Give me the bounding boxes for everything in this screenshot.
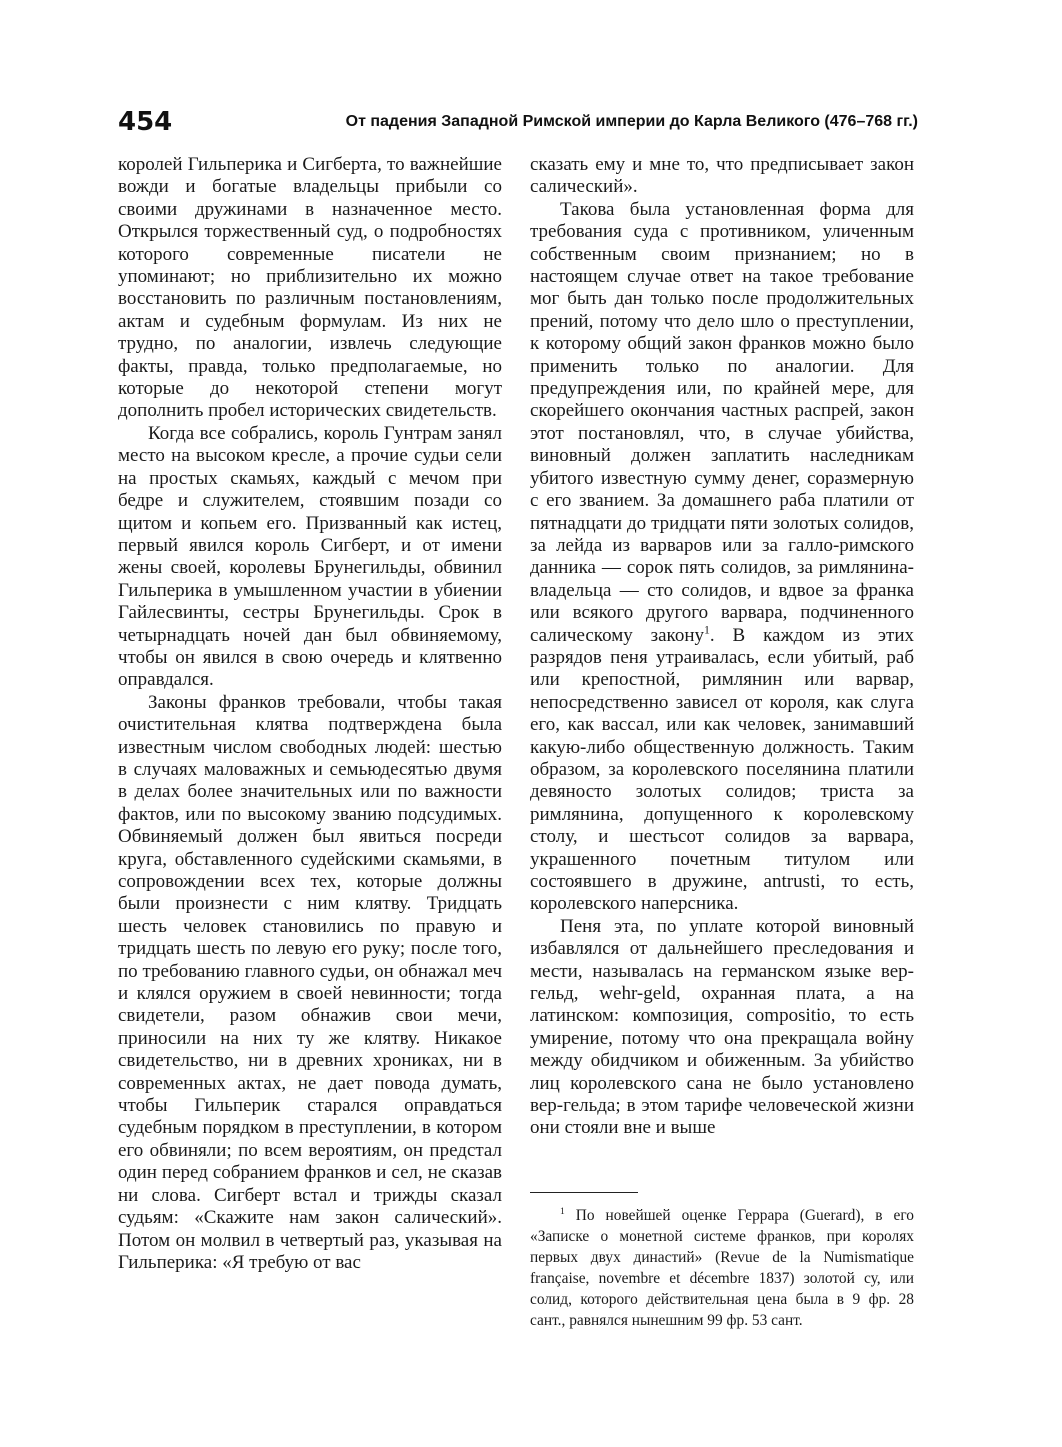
paragraph: королей Гильперика и Сигберта, то важнейшие вожди и богатые владельцы прибыли со своими дружинами в назначенное место. Открылся торжественный суд, о подробностях которого современные писатели не упоминают; но приблизительно их можно восстановить по различным постановлениям, актам и судебным формулам. Из них не трудно, по аналогии, извлечь следующие факты, правда, только предполагаемые, но которые до некоторой степени могут дополнить пробел исторических свидетельств. xyxy=(118,154,502,422)
footnote-reference: 1 xyxy=(704,623,710,637)
right-column xyxy=(530,154,914,1140)
running-title: От падения Западной Римской империи до Карла Великого (476–768 гг.) xyxy=(345,113,918,130)
footnote-marker: 1 xyxy=(560,1205,565,1217)
paragraph-text: Такова была установленная форма для требования суда с противником, уличенным собственным своим признанием; но в настоящем случае ответ на такое требование мог быть дан только после продолжительных прений, потому что дело шло о преступлении, к которому общий закон франков можно было применить только по аналогии. Для предупреждения или, по крайней мере, для скорейшего окончания частных распрей, закон этот постановлял, что, в случае убийства, виновный должен заплатить наследникам убитого известную сумму денег, соразмерную с его званием. За домашнего раба платили от пятнадцати до тридцати пяти золотых солидов, за лейда из варваров или за галло-римского данника — сорок пять солидов, за римлянина-владельца — сто солидов, и вдвое за франка или всякого другого варвара, подчиненного салическому закону xyxy=(530,198,914,646)
footnote-divider xyxy=(530,1192,638,1193)
page-number: 454 xyxy=(118,107,173,137)
paragraph: Пеня эта, по уплате которой виновный избавлялся от дальнейшего преследования и мести, называлась на германском языке вер-гельд, wehr-geld, охранная плата, а на латинском: композиция, compositio, то есть умирение, потому что она прекращала войну между обидчиком и обиженным. За убийство лиц королевского сана не было установлено вер-гельда; в этом тарифе человеческой жизни они стояли вне и выше xyxy=(530,915,914,1139)
page-header xyxy=(118,104,918,140)
paragraph: сказать ему и мне то, что предписывает закон салический». xyxy=(530,154,914,198)
footnote xyxy=(530,1205,914,1331)
paragraph-text: . В каждом из этих разрядов пеня утраивалась, если убитый, раб или крепостной, римлянин или варвар, непосредственно зависел от короля, как слуга его, как вассал, или как человек, занимавший какую-либо общественную должность. Таким образом, за королевского поселянина платили девяносто золотых солидов; триста за римлянина, допущенного к королевскому столу, и шестьсот солидов за варвара, украшенного почетным титулом или состоявшего в дружине, antrusti, то есть, королевского наперсника. xyxy=(530,624,914,915)
paragraph: Когда все собрались, король Гунтрам занял место на высоком кресле, а прочие судьи сели на простых скамьях, каждый с мечом при бедре и служителем, стоявшим позади со щитом и копьем его. Призванный как истец, первый явился король Сигберт, и от имени жены своей, королевы Брунегильды, обвинил Гильперика в умышленном участии в убиении Гайлесвинты, сестры Брунегильды. Срок в четырнадцать ночей дан был обвиняемому, чтобы он явился в свою очередь и клятвенно оправдался. xyxy=(118,422,502,691)
paragraph: Законы франков требовали, чтобы такая очистительная клятва подтверждена была известным числом свободных людей: шестью в случаях маловажных и семьюдесятью двумя в делах более значительных или по важности фактов, или по высокому званию подсудимых. Обвиняемый должен был явиться посреди круга, обставленного судейскими скамьями, в сопровождении всех тех, которые должны были произнести с ним клятву. Тридцать шесть человек становились по правую и тридцать шесть по левую его руку; после того, по требованию главного судьи, он обнажал меч и клялся оружием в своей невинности; тогда свидетели, разом обнажив свои мечи, приносили на них ту же клятву. Никакое свидетельство, ни в древних хрониках, ни в современных актах, не дает повода думать, чтобы Гильперик старался оправдаться судебным порядком в преступлении, в котором его обвиняли; по всем вероятиям, он предстал один перед собранием франков и сел, не сказав ни слова. Сигберт встал и трижды сказал судьям: «Скажите нам закон салический». Потом он молвил в четвертый раз, указывая на Гильперика: «Я требую от вас xyxy=(118,691,502,1273)
paragraph xyxy=(530,199,914,916)
footnote-text: По новейшей оценке Геррара (Guerard), в его «Записке о монетной системе франков, при королях первых двух династий» (Revue de la Numismatique française, novembre et décembre 1837) золотой су, или солид, которого действительная цена была в 9 фр. 28 сант., равнялся нынешним 99 фр. 53 сант. xyxy=(530,1207,914,1329)
left-column xyxy=(118,154,502,1274)
